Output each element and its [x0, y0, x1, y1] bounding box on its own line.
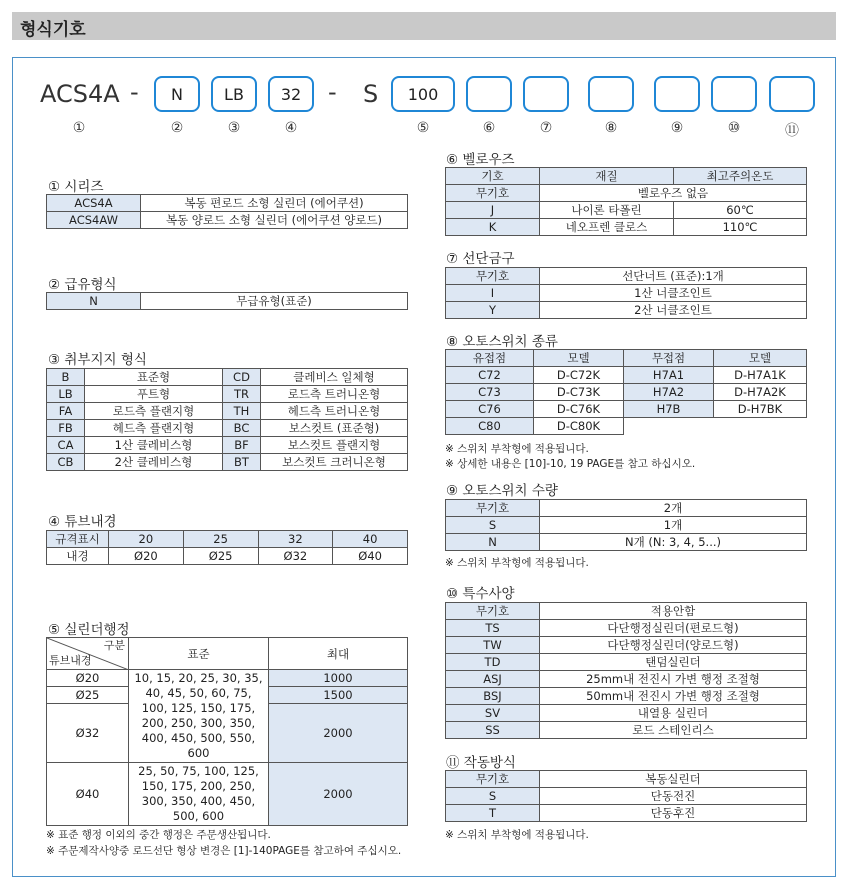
table-cell: 20	[109, 531, 184, 548]
table-cell: K	[446, 219, 540, 236]
table-row	[47, 763, 408, 826]
table-cell: Ø32	[258, 548, 333, 565]
table-row	[446, 805, 807, 822]
switch-type-table	[445, 349, 807, 435]
table-cell: SS	[446, 722, 540, 739]
table-row	[446, 418, 807, 435]
standard-strokes-cell	[129, 670, 269, 763]
table-cell: H7A2	[624, 384, 714, 401]
table-cell: 무기호	[446, 185, 540, 202]
table-cell: D-H7BK	[714, 401, 807, 418]
table-row	[446, 671, 807, 688]
table-cell: 헤드측 플랜지형	[85, 420, 223, 437]
code-number: ⑧	[604, 120, 618, 136]
table-cell: 탠덤실린더	[540, 654, 807, 671]
table-cell: FA	[47, 403, 85, 420]
table-cell: 내경	[47, 548, 109, 565]
switch-type-note-2: ※ 상세한 내용은 [10]-10, 19 PAGE를 참고 하십시오.	[445, 458, 696, 470]
table-cell: BSJ	[446, 688, 540, 705]
section-title-switch-type: ⑧ 오토스위치 종류	[446, 334, 558, 350]
table-cell: 25	[183, 531, 258, 548]
table-cell: BC	[223, 420, 261, 437]
table-cell: 2000	[269, 704, 408, 763]
stroke-line: 500, 600	[172, 809, 225, 823]
table-cell: J	[446, 202, 540, 219]
table-cell: 푸트형	[85, 386, 223, 403]
standard-strokes-cell	[129, 763, 269, 826]
page-title: 형식기호	[20, 20, 86, 40]
table-cell: 1산 클레비스형	[85, 437, 223, 454]
table-cell: H7A1	[624, 367, 714, 384]
table-row	[446, 219, 807, 236]
code-number: ③	[227, 120, 241, 136]
table-cell: T	[446, 805, 540, 822]
table-row	[446, 688, 807, 705]
table-row	[446, 534, 807, 551]
table-cell: Ø20	[47, 670, 129, 687]
table-cell: 1산 너클조인트	[540, 285, 807, 302]
code-number: ⑩	[727, 120, 741, 136]
stroke-line: 40, 45, 50, 60, 75,	[145, 686, 252, 700]
table-cell: 110℃	[674, 219, 807, 236]
series-table	[46, 194, 408, 229]
table-row	[47, 212, 408, 229]
code-dash-1: -	[130, 78, 139, 106]
table-cell: 2산 클레비스형	[85, 454, 223, 471]
table-cell: 로드측 트러니온형	[261, 386, 408, 403]
code-letter-s: S	[363, 80, 379, 108]
table-cell: TR	[223, 386, 261, 403]
table-cell: 최대	[269, 638, 408, 670]
table-cell: 규격표시	[47, 531, 109, 548]
table-cell: 복동 편로드 소형 실린더 (에어쿠션)	[141, 195, 408, 212]
table-row	[446, 500, 807, 517]
code-box-switch-type	[588, 76, 634, 112]
table-row	[446, 401, 807, 418]
table-cell: 모델	[534, 350, 624, 367]
table-cell: Ø40	[47, 763, 129, 826]
table-row	[446, 367, 807, 384]
table-row	[446, 771, 807, 788]
code-box-lubrication: N	[154, 76, 200, 112]
empty-cell	[624, 418, 714, 435]
table-row	[47, 403, 408, 420]
table-cell: 다단행정실린더(양로드형)	[540, 637, 807, 654]
table-cell: 25mm내 전진시 가변 행정 조절형	[540, 671, 807, 688]
table-cell: 나이론 타폴린	[540, 202, 674, 219]
table-cell: 로드 스테인리스	[540, 722, 807, 739]
table-cell: N	[47, 293, 141, 310]
table-cell: CB	[47, 454, 85, 471]
stroke-line: 100, 125, 150, 175,	[141, 701, 256, 715]
table-cell: D-H7A2K	[714, 384, 807, 401]
table-cell: ACS4AW	[47, 212, 141, 229]
stroke-note-2: ※ 주문제작사양중 로드선단 형상 변경은 [1]-140PAGE를 참고하여 주십시오.	[46, 845, 402, 857]
table-cell: 무급유형(표준)	[141, 293, 408, 310]
table-cell: S	[446, 517, 540, 534]
table-cell: 무기호	[446, 268, 540, 285]
diagonal-header-cell	[47, 638, 129, 670]
bellows-table	[445, 167, 807, 236]
table-cell: CA	[47, 437, 85, 454]
table-row	[446, 603, 807, 620]
section-title-rod-end: ⑦ 선단금구	[446, 251, 515, 267]
table-row	[446, 185, 807, 202]
table-cell: I	[446, 285, 540, 302]
lubrication-table	[46, 292, 408, 310]
stroke-line: 300, 350, 400, 450,	[141, 794, 256, 808]
table-row	[446, 168, 807, 185]
stroke-line: 400, 450, 500, 550,	[141, 731, 256, 745]
table-row	[446, 384, 807, 401]
section-title-lubrication: ② 급유형식	[48, 277, 117, 293]
table-cell: 클레비스 일체형	[261, 369, 408, 386]
table-row	[446, 350, 807, 367]
table-cell: C72	[446, 367, 534, 384]
table-cell: 무기호	[446, 771, 540, 788]
table-row	[47, 454, 408, 471]
table-cell: Ø40	[333, 548, 408, 565]
code-number: ⑥	[482, 120, 496, 136]
stroke-line: 25, 50, 75, 100, 125,	[138, 764, 259, 778]
table-row	[47, 548, 408, 565]
table-cell: 1개	[540, 517, 807, 534]
table-cell: C76	[446, 401, 534, 418]
table-cell: 복동실린더	[540, 771, 807, 788]
code-box-bore: 32	[268, 76, 314, 112]
table-row	[446, 705, 807, 722]
table-cell: 네오프렌 클로스	[540, 219, 674, 236]
code-number: ⑨	[670, 120, 684, 136]
table-cell: BF	[223, 437, 261, 454]
stroke-note-1: ※ 표준 행정 이외의 중간 행정은 주문생산됩니다.	[46, 829, 271, 841]
table-cell: FB	[47, 420, 85, 437]
table-cell: Y	[446, 302, 540, 319]
table-cell: 32	[258, 531, 333, 548]
table-cell: 2개	[540, 500, 807, 517]
table-cell: 벨로우즈 없음	[540, 185, 807, 202]
stroke-line: 150, 175, 200, 250,	[141, 779, 256, 793]
table-cell: C80	[446, 418, 534, 435]
table-cell: 단동후진	[540, 805, 807, 822]
table-cell: 무기호	[446, 500, 540, 517]
table-cell: 표준	[129, 638, 269, 670]
table-row	[446, 620, 807, 637]
table-cell: D-C72K	[534, 367, 624, 384]
table-cell: 2산 너클조인트	[540, 302, 807, 319]
rod-end-table	[445, 267, 807, 319]
section-title-special: ⑩ 특수사양	[446, 586, 515, 602]
table-cell: S	[446, 788, 540, 805]
table-cell: H7B	[624, 401, 714, 418]
table-cell: 복동 양로드 소형 실린더 (에어쿠션 양로드)	[141, 212, 408, 229]
table-cell: 무기호	[446, 603, 540, 620]
table-row	[446, 202, 807, 219]
table-cell: 다단행정실린더(편로드형)	[540, 620, 807, 637]
code-number: ①	[72, 120, 86, 136]
table-cell: 모델	[714, 350, 807, 367]
section-title-switch-qty: ⑨ 오토스위치 수량	[446, 483, 558, 499]
table-cell: 1500	[269, 687, 408, 704]
code-number: ④	[284, 120, 298, 136]
empty-cell	[714, 418, 807, 435]
code-number: ⑪	[785, 123, 799, 139]
table-cell: 50mm내 전진시 가변 행정 조절형	[540, 688, 807, 705]
table-cell: 40	[333, 531, 408, 548]
table-cell: 기호	[446, 168, 540, 185]
table-cell: TD	[446, 654, 540, 671]
table-cell: 헤드측 트러니온형	[261, 403, 408, 420]
table-cell: B	[47, 369, 85, 386]
table-row	[47, 386, 408, 403]
section-title-action: ⑪ 작동방식	[446, 755, 516, 771]
table-row	[47, 195, 408, 212]
code-box-bellows	[466, 76, 512, 112]
table-cell: C73	[446, 384, 534, 401]
table-row	[446, 517, 807, 534]
table-cell: TW	[446, 637, 540, 654]
table-cell: N개 (N: 3, 4, 5...)	[540, 534, 807, 551]
switch-type-note-1: ※ 스위치 부착형에 적용됩니다.	[445, 443, 589, 455]
code-number: ⑤	[416, 120, 430, 136]
code-box-switch-qty	[654, 76, 700, 112]
table-row	[446, 302, 807, 319]
table-cell: TS	[446, 620, 540, 637]
table-cell: 보스컷트 플랜지형	[261, 437, 408, 454]
code-box-special	[711, 76, 757, 112]
table-row	[47, 670, 408, 687]
table-cell: 보스컷트 크러니온형	[261, 454, 408, 471]
table-cell: Ø25	[183, 548, 258, 565]
table-cell: Ø32	[47, 704, 129, 763]
table-cell: 보스컷트 (표준형)	[261, 420, 408, 437]
table-cell: CD	[223, 369, 261, 386]
code-dash-2: -	[328, 78, 337, 106]
table-row	[446, 285, 807, 302]
action-table	[445, 770, 807, 822]
stroke-line: 200, 250, 300, 350,	[141, 716, 256, 730]
stroke-table	[46, 637, 408, 826]
stroke-line: 600	[187, 746, 210, 760]
stroke-line: 10, 15, 20, 25, 30, 35,	[134, 671, 263, 685]
table-cell: D-C73K	[534, 384, 624, 401]
table-cell: 로드측 플랜지형	[85, 403, 223, 420]
table-cell: 내열용 실린더	[540, 705, 807, 722]
section-title-bore: ④ 튜브내경	[48, 514, 117, 530]
header-top-label: 구분	[103, 639, 125, 652]
table-row	[47, 420, 408, 437]
table-cell: 표준형	[85, 369, 223, 386]
table-cell: ASJ	[446, 671, 540, 688]
section-title-bellows: ⑥ 벨로우즈	[446, 152, 515, 168]
code-box-action	[769, 76, 815, 112]
table-row	[47, 437, 408, 454]
table-cell: 유접점	[446, 350, 534, 367]
table-row	[446, 637, 807, 654]
title-bar	[12, 12, 836, 40]
special-options-table	[445, 602, 807, 739]
table-cell: TH	[223, 403, 261, 420]
bore-table	[46, 530, 408, 565]
mounting-table	[46, 368, 408, 471]
table-cell: 선단너트 (표준):1개	[540, 268, 807, 285]
code-number: ⑦	[539, 120, 553, 136]
table-row	[446, 788, 807, 805]
table-cell: 1000	[269, 670, 408, 687]
table-cell: Ø25	[47, 687, 129, 704]
section-title-stroke: ⑤ 실린더행정	[48, 622, 130, 638]
table-row	[47, 638, 408, 670]
table-cell: SV	[446, 705, 540, 722]
table-cell: 적용안함	[540, 603, 807, 620]
table-cell: 무접점	[624, 350, 714, 367]
code-box-stroke: 100	[391, 76, 455, 112]
table-row	[47, 293, 408, 310]
table-cell: D-C80K	[534, 418, 624, 435]
table-row	[446, 722, 807, 739]
section-title-mounting: ③ 취부지지 형식	[48, 352, 147, 368]
action-note: ※ 스위치 부착형에 적용됩니다.	[445, 829, 589, 841]
header-bottom-label: 튜브내경	[49, 654, 92, 667]
table-cell: ACS4A	[47, 195, 141, 212]
table-cell: D-C76K	[534, 401, 624, 418]
code-number: ②	[170, 120, 184, 136]
table-cell: 60℃	[674, 202, 807, 219]
section-title-series: ① 시리즈	[48, 179, 104, 195]
code-box-mounting: LB	[211, 76, 257, 112]
code-box-rod-end	[523, 76, 569, 112]
table-row	[47, 531, 408, 548]
switch-qty-note: ※ 스위치 부착형에 적용됩니다.	[445, 557, 589, 569]
table-cell: N	[446, 534, 540, 551]
table-row	[446, 654, 807, 671]
table-row	[47, 369, 408, 386]
switch-qty-table	[445, 499, 807, 551]
table-cell: BT	[223, 454, 261, 471]
table-cell: 단동전진	[540, 788, 807, 805]
table-cell: D-H7A1K	[714, 367, 807, 384]
table-cell: 재질	[540, 168, 674, 185]
table-row	[446, 268, 807, 285]
table-cell: 최고주의온도	[674, 168, 807, 185]
table-cell: 2000	[269, 763, 408, 826]
table-cell: Ø20	[109, 548, 184, 565]
series-code: ACS4A	[40, 80, 120, 108]
table-cell: LB	[47, 386, 85, 403]
